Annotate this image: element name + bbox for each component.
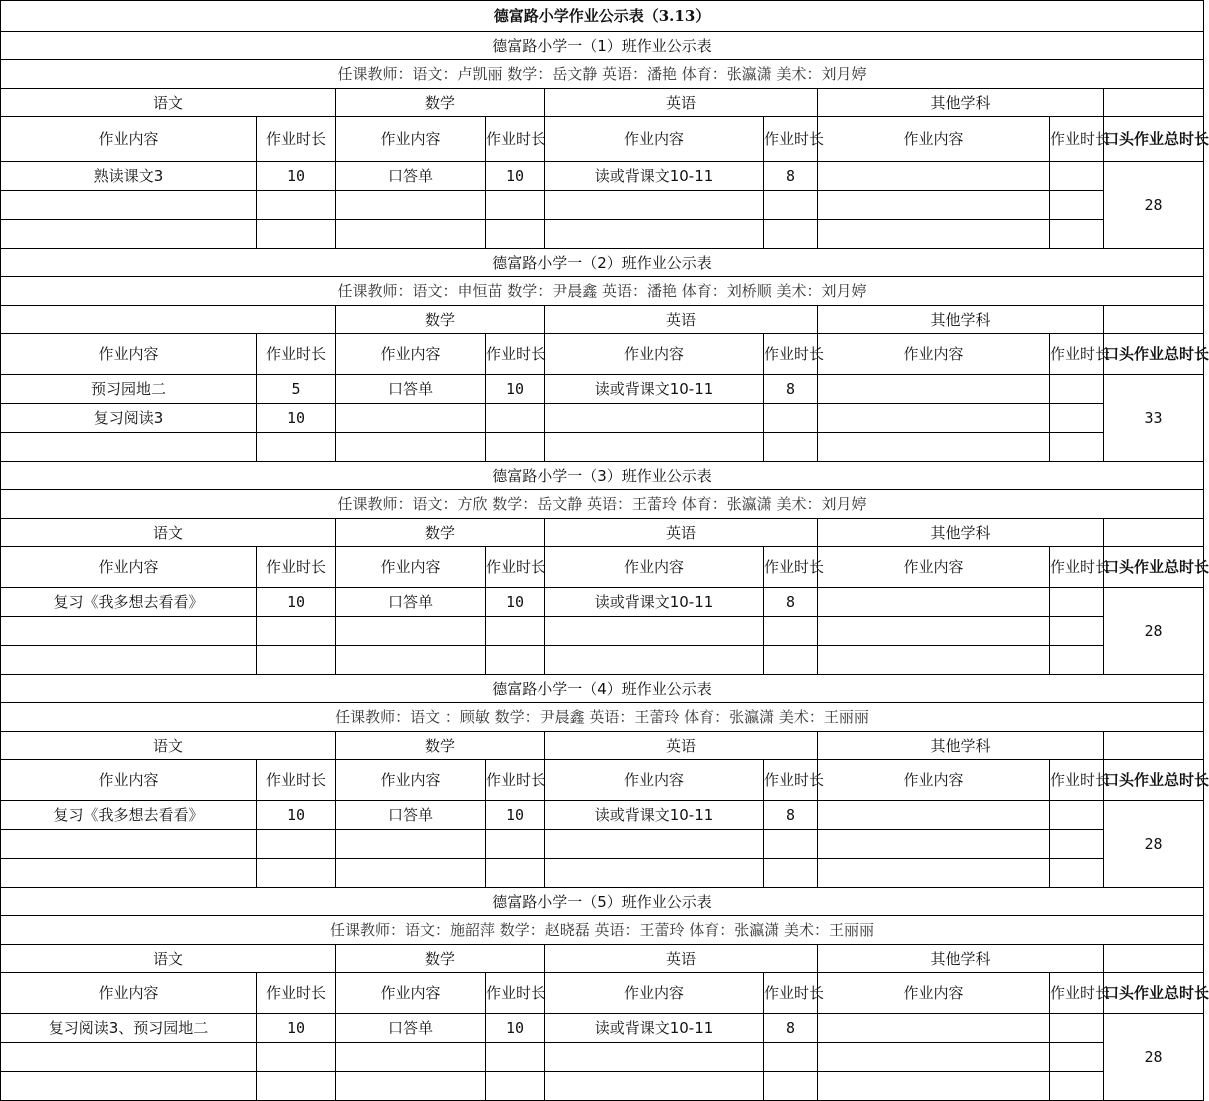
sheet-title: 德富路小学作业公示表（3.13） xyxy=(1,1,1204,32)
table-row xyxy=(1,375,1204,404)
duration-cell xyxy=(764,220,818,249)
subject-header: 语文 xyxy=(1,89,336,117)
duration-cell xyxy=(1050,646,1104,675)
col-duration-label: 作业时长 xyxy=(486,547,545,588)
content-cell: 熟读课文3 xyxy=(1,162,257,191)
col-duration-label: 作业时长 xyxy=(1050,334,1104,375)
col-duration-label: 作业时长 xyxy=(764,334,818,375)
content-cell xyxy=(818,1014,1050,1043)
subject-header: 数学 xyxy=(336,306,545,334)
duration-cell xyxy=(1050,1043,1104,1072)
duration-cell xyxy=(1050,830,1104,859)
content-cell: 口答单 xyxy=(336,801,486,830)
duration-cell: 8 xyxy=(764,1014,818,1043)
content-cell: 读或背课文10-11 xyxy=(545,375,764,404)
duration-cell xyxy=(486,859,545,888)
content-cell xyxy=(545,830,764,859)
duration-cell xyxy=(1050,404,1104,433)
duration-cell xyxy=(1050,859,1104,888)
content-cell xyxy=(545,433,764,462)
col-duration-label: 作业时长 xyxy=(764,117,818,162)
table-row xyxy=(1,801,1204,830)
content-cell xyxy=(545,617,764,646)
duration-cell: 10 xyxy=(257,801,336,830)
col-content-label: 作业内容 xyxy=(1,117,257,162)
duration-cell xyxy=(257,1043,336,1072)
content-cell xyxy=(818,375,1050,404)
col-content-label: 作业内容 xyxy=(336,334,486,375)
col-content-label: 作业内容 xyxy=(1,547,257,588)
table-row xyxy=(1,404,1204,433)
subject-header: 语文 xyxy=(1,945,336,973)
duration-cell xyxy=(764,1072,818,1101)
col-duration-label: 作业时长 xyxy=(486,760,545,801)
content-cell: 复习阅读3、预习园地二 xyxy=(1,1014,257,1043)
content-cell: 复习《我多想去看看》 xyxy=(1,801,257,830)
duration-cell xyxy=(764,617,818,646)
duration-cell: 10 xyxy=(257,162,336,191)
col-content-label: 作业内容 xyxy=(818,973,1050,1014)
duration-cell: 10 xyxy=(486,1014,545,1043)
teachers-line: 任课教师：语文：卢凯丽 数学：岳文静 英语：潘艳 体育：张瀛潇 美术：刘月婷 xyxy=(1,60,1204,89)
duration-cell: 10 xyxy=(257,1014,336,1043)
content-cell xyxy=(336,830,486,859)
content-cell xyxy=(818,830,1050,859)
content-cell: 口答单 xyxy=(336,162,486,191)
total-cell: 33 xyxy=(1104,375,1204,462)
table-row xyxy=(1,220,1204,249)
teachers-line: 任课教师：语文 ：顾敏 数学：尹晨鑫 英语：王蕾玲 体育：张瀛潇 美术：王丽丽 xyxy=(1,703,1204,732)
content-cell xyxy=(1,220,257,249)
content-cell xyxy=(545,220,764,249)
content-cell: 预习园地二 xyxy=(1,375,257,404)
content-cell xyxy=(818,646,1050,675)
class-title: 德富路小学一（2）班作业公示表 xyxy=(1,249,1204,277)
table-row xyxy=(1,1043,1204,1072)
duration-cell xyxy=(486,191,545,220)
col-content-label: 作业内容 xyxy=(545,973,764,1014)
total-cell: 28 xyxy=(1104,162,1204,249)
col-duration-label: 作业时长 xyxy=(1050,973,1104,1014)
teachers-line: 任课教师：语文：方欣 数学：岳文静 英语：王蕾玲 体育：张瀛潇 美术：刘月婷 xyxy=(1,490,1204,519)
subject-header: 英语 xyxy=(545,89,818,117)
content-cell: 口答单 xyxy=(336,588,486,617)
table-row xyxy=(1,1014,1204,1043)
table-row xyxy=(1,1072,1204,1101)
subject-header: 数学 xyxy=(336,732,545,760)
col-content-label: 作业内容 xyxy=(1,973,257,1014)
col-total-label: 口头作业总时长 xyxy=(1104,760,1204,801)
content-cell: 读或背课文10-11 xyxy=(545,588,764,617)
col-content-label: 作业内容 xyxy=(1,760,257,801)
duration-cell xyxy=(486,1072,545,1101)
duration-cell xyxy=(764,646,818,675)
col-duration-label: 作业时长 xyxy=(764,760,818,801)
duration-cell: 8 xyxy=(764,801,818,830)
duration-cell xyxy=(257,1072,336,1101)
duration-cell xyxy=(257,617,336,646)
content-cell xyxy=(545,859,764,888)
subject-header: 其他学科 xyxy=(818,732,1104,760)
class-title: 德富路小学一（5）班作业公示表 xyxy=(1,888,1204,916)
subject-header-empty xyxy=(1104,519,1204,547)
subject-header-empty xyxy=(1104,89,1204,117)
table-row xyxy=(1,859,1204,888)
col-content-label: 作业内容 xyxy=(336,760,486,801)
duration-cell xyxy=(1050,220,1104,249)
content-cell xyxy=(818,617,1050,646)
col-duration-label: 作业时长 xyxy=(1050,547,1104,588)
duration-cell xyxy=(486,646,545,675)
subject-header-empty xyxy=(1104,945,1204,973)
duration-cell: 8 xyxy=(764,375,818,404)
col-total-label: 口头作业总时长 xyxy=(1104,334,1204,375)
duration-cell xyxy=(486,1043,545,1072)
duration-cell xyxy=(1050,433,1104,462)
content-cell xyxy=(336,191,486,220)
subject-header: 英语 xyxy=(545,306,818,334)
duration-cell: 10 xyxy=(486,801,545,830)
subject-header-empty xyxy=(1104,732,1204,760)
content-cell xyxy=(818,433,1050,462)
duration-cell xyxy=(1050,617,1104,646)
content-cell: 复习《我多想去看看》 xyxy=(1,588,257,617)
duration-cell xyxy=(1050,588,1104,617)
col-content-label: 作业内容 xyxy=(818,547,1050,588)
col-total-label: 口头作业总时长 xyxy=(1104,117,1204,162)
content-cell: 口答单 xyxy=(336,1014,486,1043)
content-cell xyxy=(818,191,1050,220)
subject-header: 英语 xyxy=(545,732,818,760)
total-cell: 28 xyxy=(1104,1014,1204,1101)
content-cell xyxy=(336,617,486,646)
content-cell xyxy=(336,220,486,249)
duration-cell xyxy=(764,404,818,433)
subject-header: 其他学科 xyxy=(818,89,1104,117)
duration-cell xyxy=(257,859,336,888)
duration-cell xyxy=(486,617,545,646)
content-cell xyxy=(545,1043,764,1072)
content-cell xyxy=(818,859,1050,888)
content-cell xyxy=(818,220,1050,249)
content-cell: 读或背课文10-11 xyxy=(545,1014,764,1043)
col-total-label: 口头作业总时长 xyxy=(1104,547,1204,588)
subject-header: 其他学科 xyxy=(818,306,1104,334)
content-cell xyxy=(336,1072,486,1101)
subject-header: 英语 xyxy=(545,945,818,973)
content-cell: 口答单 xyxy=(336,375,486,404)
duration-cell: 10 xyxy=(486,375,545,404)
content-cell xyxy=(818,801,1050,830)
col-content-label: 作业内容 xyxy=(818,334,1050,375)
table-row xyxy=(1,617,1204,646)
col-content-label: 作业内容 xyxy=(818,117,1050,162)
content-cell xyxy=(1,646,257,675)
duration-cell: 10 xyxy=(257,588,336,617)
duration-cell xyxy=(486,220,545,249)
content-cell xyxy=(336,404,486,433)
col-duration-label: 作业时长 xyxy=(1050,760,1104,801)
subject-header: 数学 xyxy=(336,89,545,117)
content-cell xyxy=(818,404,1050,433)
col-duration-label: 作业时长 xyxy=(257,334,336,375)
subject-header: 数学 xyxy=(336,519,545,547)
content-cell xyxy=(545,1072,764,1101)
duration-cell xyxy=(764,1043,818,1072)
content-cell xyxy=(336,1043,486,1072)
duration-cell xyxy=(764,859,818,888)
subject-header xyxy=(1,306,336,334)
col-content-label: 作业内容 xyxy=(545,117,764,162)
col-content-label: 作业内容 xyxy=(545,547,764,588)
duration-cell xyxy=(486,404,545,433)
content-cell xyxy=(1,859,257,888)
col-content-label: 作业内容 xyxy=(336,117,486,162)
subject-header: 其他学科 xyxy=(818,945,1104,973)
subject-header: 语文 xyxy=(1,732,336,760)
duration-cell xyxy=(257,433,336,462)
total-cell: 28 xyxy=(1104,801,1204,888)
subject-header-empty xyxy=(1104,306,1204,334)
col-content-label: 作业内容 xyxy=(336,973,486,1014)
content-cell xyxy=(818,162,1050,191)
duration-cell xyxy=(1050,375,1104,404)
content-cell xyxy=(1,1072,257,1101)
subject-header: 数学 xyxy=(336,945,545,973)
teachers-line: 任课教师：语文：施韶萍 数学：赵晓磊 英语：王蕾玲 体育：张瀛潇 美术：王丽丽 xyxy=(1,916,1204,945)
content-cell: 读或背课文10-11 xyxy=(545,162,764,191)
col-duration-label: 作业时长 xyxy=(486,334,545,375)
content-cell xyxy=(336,433,486,462)
table-row xyxy=(1,433,1204,462)
content-cell xyxy=(1,191,257,220)
content-cell xyxy=(1,617,257,646)
duration-cell xyxy=(486,830,545,859)
col-duration-label: 作业时长 xyxy=(764,973,818,1014)
table-row xyxy=(1,588,1204,617)
duration-cell xyxy=(764,830,818,859)
content-cell xyxy=(545,404,764,433)
content-cell xyxy=(545,191,764,220)
content-cell xyxy=(1,433,257,462)
duration-cell: 10 xyxy=(486,588,545,617)
col-content-label: 作业内容 xyxy=(336,547,486,588)
col-duration-label: 作业时长 xyxy=(257,547,336,588)
table-row xyxy=(1,162,1204,191)
content-cell: 复习阅读3 xyxy=(1,404,257,433)
duration-cell xyxy=(257,830,336,859)
duration-cell: 10 xyxy=(257,404,336,433)
subject-header: 英语 xyxy=(545,519,818,547)
content-cell xyxy=(336,859,486,888)
duration-cell xyxy=(257,191,336,220)
col-duration-label: 作业时长 xyxy=(1050,117,1104,162)
duration-cell xyxy=(1050,191,1104,220)
col-duration-label: 作业时长 xyxy=(257,117,336,162)
col-duration-label: 作业时长 xyxy=(257,760,336,801)
col-content-label: 作业内容 xyxy=(545,760,764,801)
subject-header: 其他学科 xyxy=(818,519,1104,547)
duration-cell xyxy=(1050,1072,1104,1101)
content-cell: 读或背课文10-11 xyxy=(545,801,764,830)
duration-cell: 10 xyxy=(486,162,545,191)
col-duration-label: 作业时长 xyxy=(257,973,336,1014)
col-duration-label: 作业时长 xyxy=(486,117,545,162)
table-row xyxy=(1,830,1204,859)
content-cell xyxy=(336,646,486,675)
subject-header: 语文 xyxy=(1,519,336,547)
duration-cell: 5 xyxy=(257,375,336,404)
duration-cell: 8 xyxy=(764,162,818,191)
duration-cell xyxy=(1050,1014,1104,1043)
col-duration-label: 作业时长 xyxy=(764,547,818,588)
col-total-label: 口头作业总时长 xyxy=(1104,973,1204,1014)
col-content-label: 作业内容 xyxy=(818,760,1050,801)
content-cell xyxy=(1,1043,257,1072)
col-content-label: 作业内容 xyxy=(545,334,764,375)
total-cell: 28 xyxy=(1104,588,1204,675)
content-cell xyxy=(1,830,257,859)
content-cell xyxy=(818,1043,1050,1072)
duration-cell xyxy=(257,646,336,675)
table-row xyxy=(1,191,1204,220)
class-title: 德富路小学一（4）班作业公示表 xyxy=(1,675,1204,703)
duration-cell xyxy=(486,433,545,462)
duration-cell xyxy=(764,191,818,220)
content-cell xyxy=(818,588,1050,617)
teachers-line: 任课教师：语文：申恒苗 数学：尹晨鑫 英语：潘艳 体育：刘桥顺 美术：刘月婷 xyxy=(1,277,1204,306)
content-cell xyxy=(818,1072,1050,1101)
duration-cell xyxy=(257,220,336,249)
col-content-label: 作业内容 xyxy=(1,334,257,375)
col-duration-label: 作业时长 xyxy=(486,973,545,1014)
class-title: 德富路小学一（3）班作业公示表 xyxy=(1,462,1204,490)
duration-cell xyxy=(1050,801,1104,830)
duration-cell: 8 xyxy=(764,588,818,617)
class-title: 德富路小学一（1）班作业公示表 xyxy=(1,32,1204,60)
duration-cell xyxy=(1050,162,1104,191)
table-row xyxy=(1,646,1204,675)
duration-cell xyxy=(764,433,818,462)
content-cell xyxy=(545,646,764,675)
